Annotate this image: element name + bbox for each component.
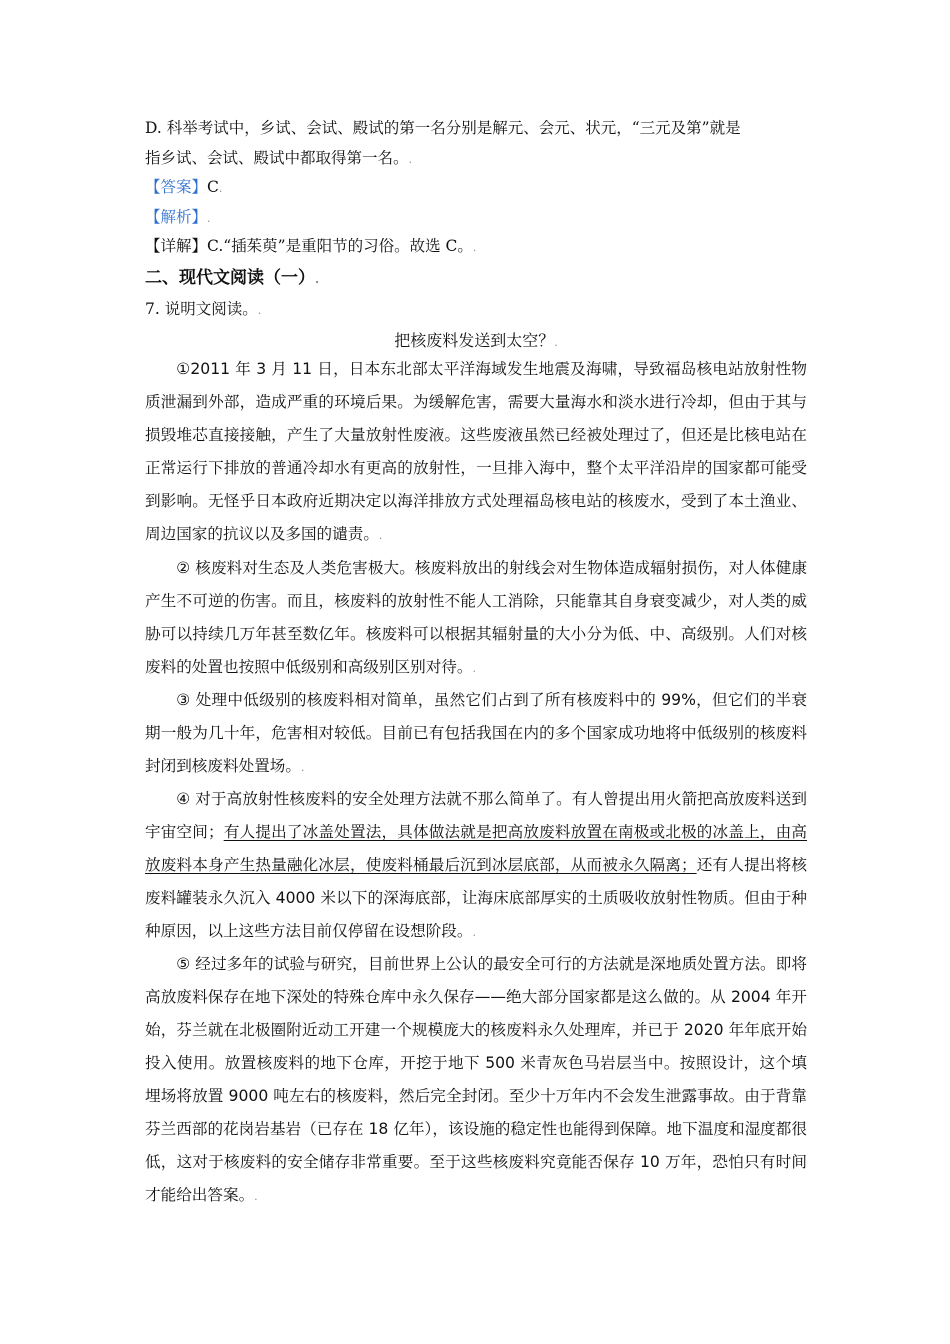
article-paragraph-3: ③ 处理中低级别的核废料相对简单，虽然它们占到了所有核废料中的 99%，但它们的半衰期一般为几十年，危害相对较低。目前已有包括我国在内的多个国家成功地将中低级别的核废料封闭到核废料处置场。. xyxy=(145,691,807,775)
article-paragraph-5: ⑤ 经过多年的试验与研究，目前世界上公认的最安全可行的方法就是深地质处置方法。即将高放废料保存在地下深处的特殊仓库中永久保存——绝大部分国家都是这么做的。从 2004 年开始，芬兰就在北极圈附近动工开建一个规模庞大的核废料永久处理库，并已于 2020 年年底开始投入使用。放置核废料的地下仓库，开挖于地下 500 米青灰色马岩层当中。按照设计，这个填埋场将放置 9000 吨左右的核废料，然后完全封闭。至少十万年内不会发生泄露事故。由于背靠芬兰西部的花岗岩基岩（已存在 18 亿年），该设施的稳定性也能得到保障。地下温度和湿度都很低，这对于核废料的安全储存非常重要。至于这些核废料究竟能否保存 10 万年，恐怕只有时间才能给出答案。. xyxy=(145,955,807,1204)
analysis-tag: 【解析】 xyxy=(145,208,208,226)
option-d-line-2: 指乡试、会试、殿试中都取得第一名。. xyxy=(145,149,413,167)
underlined-passage: 有人提出了冰盖处置法，具体做法就是把高放废料放置在南极或北极的冰盖上，由高放废料本身产生热量融化冰层，使废料桶最后沉到冰层底部，从而被永久隔离； xyxy=(145,823,807,874)
article-paragraph-4: ④ 对于高放射性核废料的安全处理方法就不那么简单了。有人曾提出用火箭把高放废料送到宇宙空间；有人提出了冰盖处置法，具体做法就是把高放废料放置在南极或北极的冰盖上，由高放废料本身产生热量融化冰层，使废料桶最后沉到冰层底部，从而被永久隔离；还有人提出将核废料罐装永久沉入 4000 米以下的深海底部，让海床底部厚实的土质吸收放射性物质。但由于种种原因，以上这些方法目前仅停留在设想阶段。. xyxy=(145,790,807,940)
answer-line: 【答案】C. xyxy=(145,178,223,196)
detail-tag: 【详解】 xyxy=(145,237,208,255)
answer-tag: 【答案】 xyxy=(145,178,208,196)
article-paragraph-1: ①2011 年 3 月 11 日，日本东北部太平洋海域发生地震及海啸，导致福岛核电站放射性物质泄漏到外部，造成严重的环境后果。为缓解危害，需要大量海水和淡水进行冷却，但由于其与损毁堆芯直接接触，产生了大量放射性废液。这些废液虽然已经被处理过了，但还是比核电站在正常运行下排放的普通冷却水有更高的放射性，一旦排入海中，整个太平洋沿岸的国家都可能受到影响。无怪乎日本政府近期决定以海洋排放方式处理福岛核电站的核废水，受到了本土渔业、周边国家的抗议以及多国的谴责。. xyxy=(145,360,807,543)
question-label: 7. 说明文阅读。. xyxy=(145,300,262,318)
detail-text: C.“插茱萸”是重阳节的习俗。故选 C。 xyxy=(207,237,473,255)
answer-value: C xyxy=(207,178,219,196)
article-paragraph-2: ② 核废料对生态及人类危害极大。核废料放出的射线会对生物体造成辐射损伤，对人体健康产生不可逆的伤害。而且，核废料的放射性不能人工消除，只能靠其自身衰变减少，对人类的威胁可以持续几万年甚至数亿年。核废料可以根据其辐射量的大小分为低、中、高级别。人们对核废料的处置也按照中低级别和高级别区别对待。. xyxy=(145,559,807,676)
detail-line: 【详解】C.“插茱萸”是重阳节的习俗。故选 C。. xyxy=(145,237,477,255)
article-title: 把核废料发送到太空？. xyxy=(394,331,558,350)
section-heading: 二、现代文阅读（一）. xyxy=(145,268,320,288)
option-d-line-1: D. 科举考试中，乡试、会试、殿试的第一名分别是解元、会元、状元，“三元及第”就是 xyxy=(145,119,741,137)
analysis-line: 【解析】. xyxy=(145,208,211,226)
